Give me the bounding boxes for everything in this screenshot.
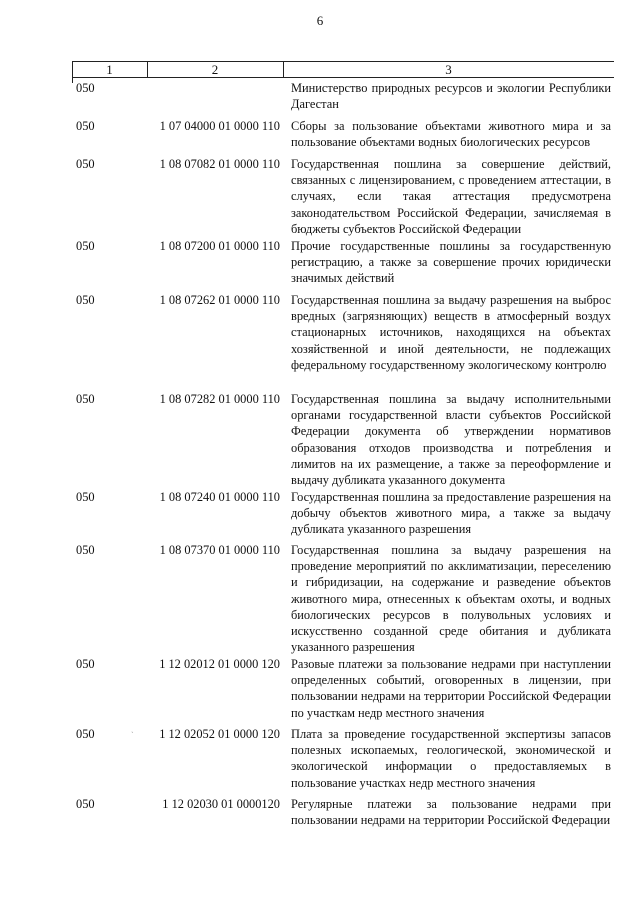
- header-col-2: 2: [147, 62, 284, 77]
- admin-code: 050: [76, 81, 95, 95]
- table-header: [72, 61, 614, 78]
- admin-code: 050: [76, 657, 95, 671]
- revenue-name: Государственная пошлина за выдачу исполнительными органами государственной власти субъектов Российской Федерации документа об утверждении нормативов образования отходов производства и потребления и лимитов на их размещение, а также за переоформление и выдачу дубликата указанного документа: [291, 392, 611, 488]
- revenue-name: Государственная пошлина за выдачу разрешения на выброс вредных (загрязняющих) веществ в атмосферный воздух стационарных источников, находящихся на объектах хозяйственной и иной деятельности, не подлежащих федеральному государственному экологическому контролю: [291, 293, 611, 372]
- revenue-code: 1 12 02052 01 0000 120: [159, 727, 280, 741]
- revenue-name: Государственная пошлина за предоставление разрешения на добычу объектов животного мира, а также за выдачу дубликата указанного разрешения: [291, 490, 611, 537]
- revenue-name: Плата за проведение государственной экспертизы запасов полезных ископаемых, геологической, экономической и экологической информации о предоставляемых в пользование участках недр местного значения: [291, 727, 611, 790]
- revenue-code: 1 12 02030 01 0000120: [162, 797, 280, 811]
- revenue-code: 1 08 07082 01 0000 110: [159, 157, 280, 171]
- revenue-code: 1 08 07262 01 0000 110: [159, 293, 280, 307]
- admin-code: 050: [76, 239, 95, 253]
- revenue-code: 1 07 04000 01 0000 110: [159, 119, 280, 133]
- header-col-3: 3: [445, 62, 452, 77]
- revenue-code: 1 12 02012 01 0000 120: [159, 657, 280, 671]
- revenue-name: Регулярные платежи за пользование недрами при пользовании недрами на территории Российской Федерации: [291, 797, 611, 828]
- revenue-name: Разовые платежи за пользование недрами при наступлении определенных событий, оговоренных в лицензии, при пользовании недрами на территории Российской Федерации по участкам недр местного значения: [291, 657, 611, 720]
- admin-code: 050: [76, 157, 95, 171]
- revenue-name: Государственная пошлина за совершение действий, связанных с лицензированием, с проведением аттестации, в случаях, если такая аттестация предусмотрена законодательством Российской Федерации, зачисляемая в бюджеты субъектов Российской Федерации: [291, 157, 611, 236]
- revenue-name: Министерство природных ресурсов и экологии Республики Дагестан: [291, 81, 611, 112]
- header-col-1: 1: [72, 62, 148, 77]
- admin-code: 050: [76, 797, 95, 811]
- revenue-name: Государственная пошлина за выдачу разрешения на проведение мероприятий по акклиматизации, переселению и гибридизации, на содержание и разведение объектов животного мира, отнесенных к объектам охоты, и водных биологических ресурсов в полувольных условиях и искусственно созданной среде обитания и дубликата указанного разрешения: [291, 543, 611, 655]
- revenue-code: 1 08 07240 01 0000 110: [159, 490, 280, 504]
- admin-code: 050: [76, 392, 95, 406]
- admin-code: 050: [76, 543, 95, 557]
- scan-speck: ˎ: [131, 724, 134, 733]
- admin-code: 050: [76, 119, 95, 133]
- admin-code: 050: [76, 490, 95, 504]
- admin-code: 050: [76, 727, 95, 741]
- page-number: 6: [316, 13, 324, 28]
- revenue-code: 1 08 07282 01 0000 110: [159, 392, 280, 406]
- revenue-name: Прочие государственные пошлины за государственную регистрацию, а также за совершение прочих юридически значимых действий: [291, 239, 611, 286]
- revenue-name: Сборы за пользование объектами животного мира и за пользование объектами водных биологических ресурсов: [291, 119, 611, 150]
- admin-code: 050: [76, 293, 95, 307]
- revenue-code: 1 08 07370 01 0000 110: [159, 543, 280, 557]
- revenue-code: 1 08 07200 01 0000 110: [159, 239, 280, 253]
